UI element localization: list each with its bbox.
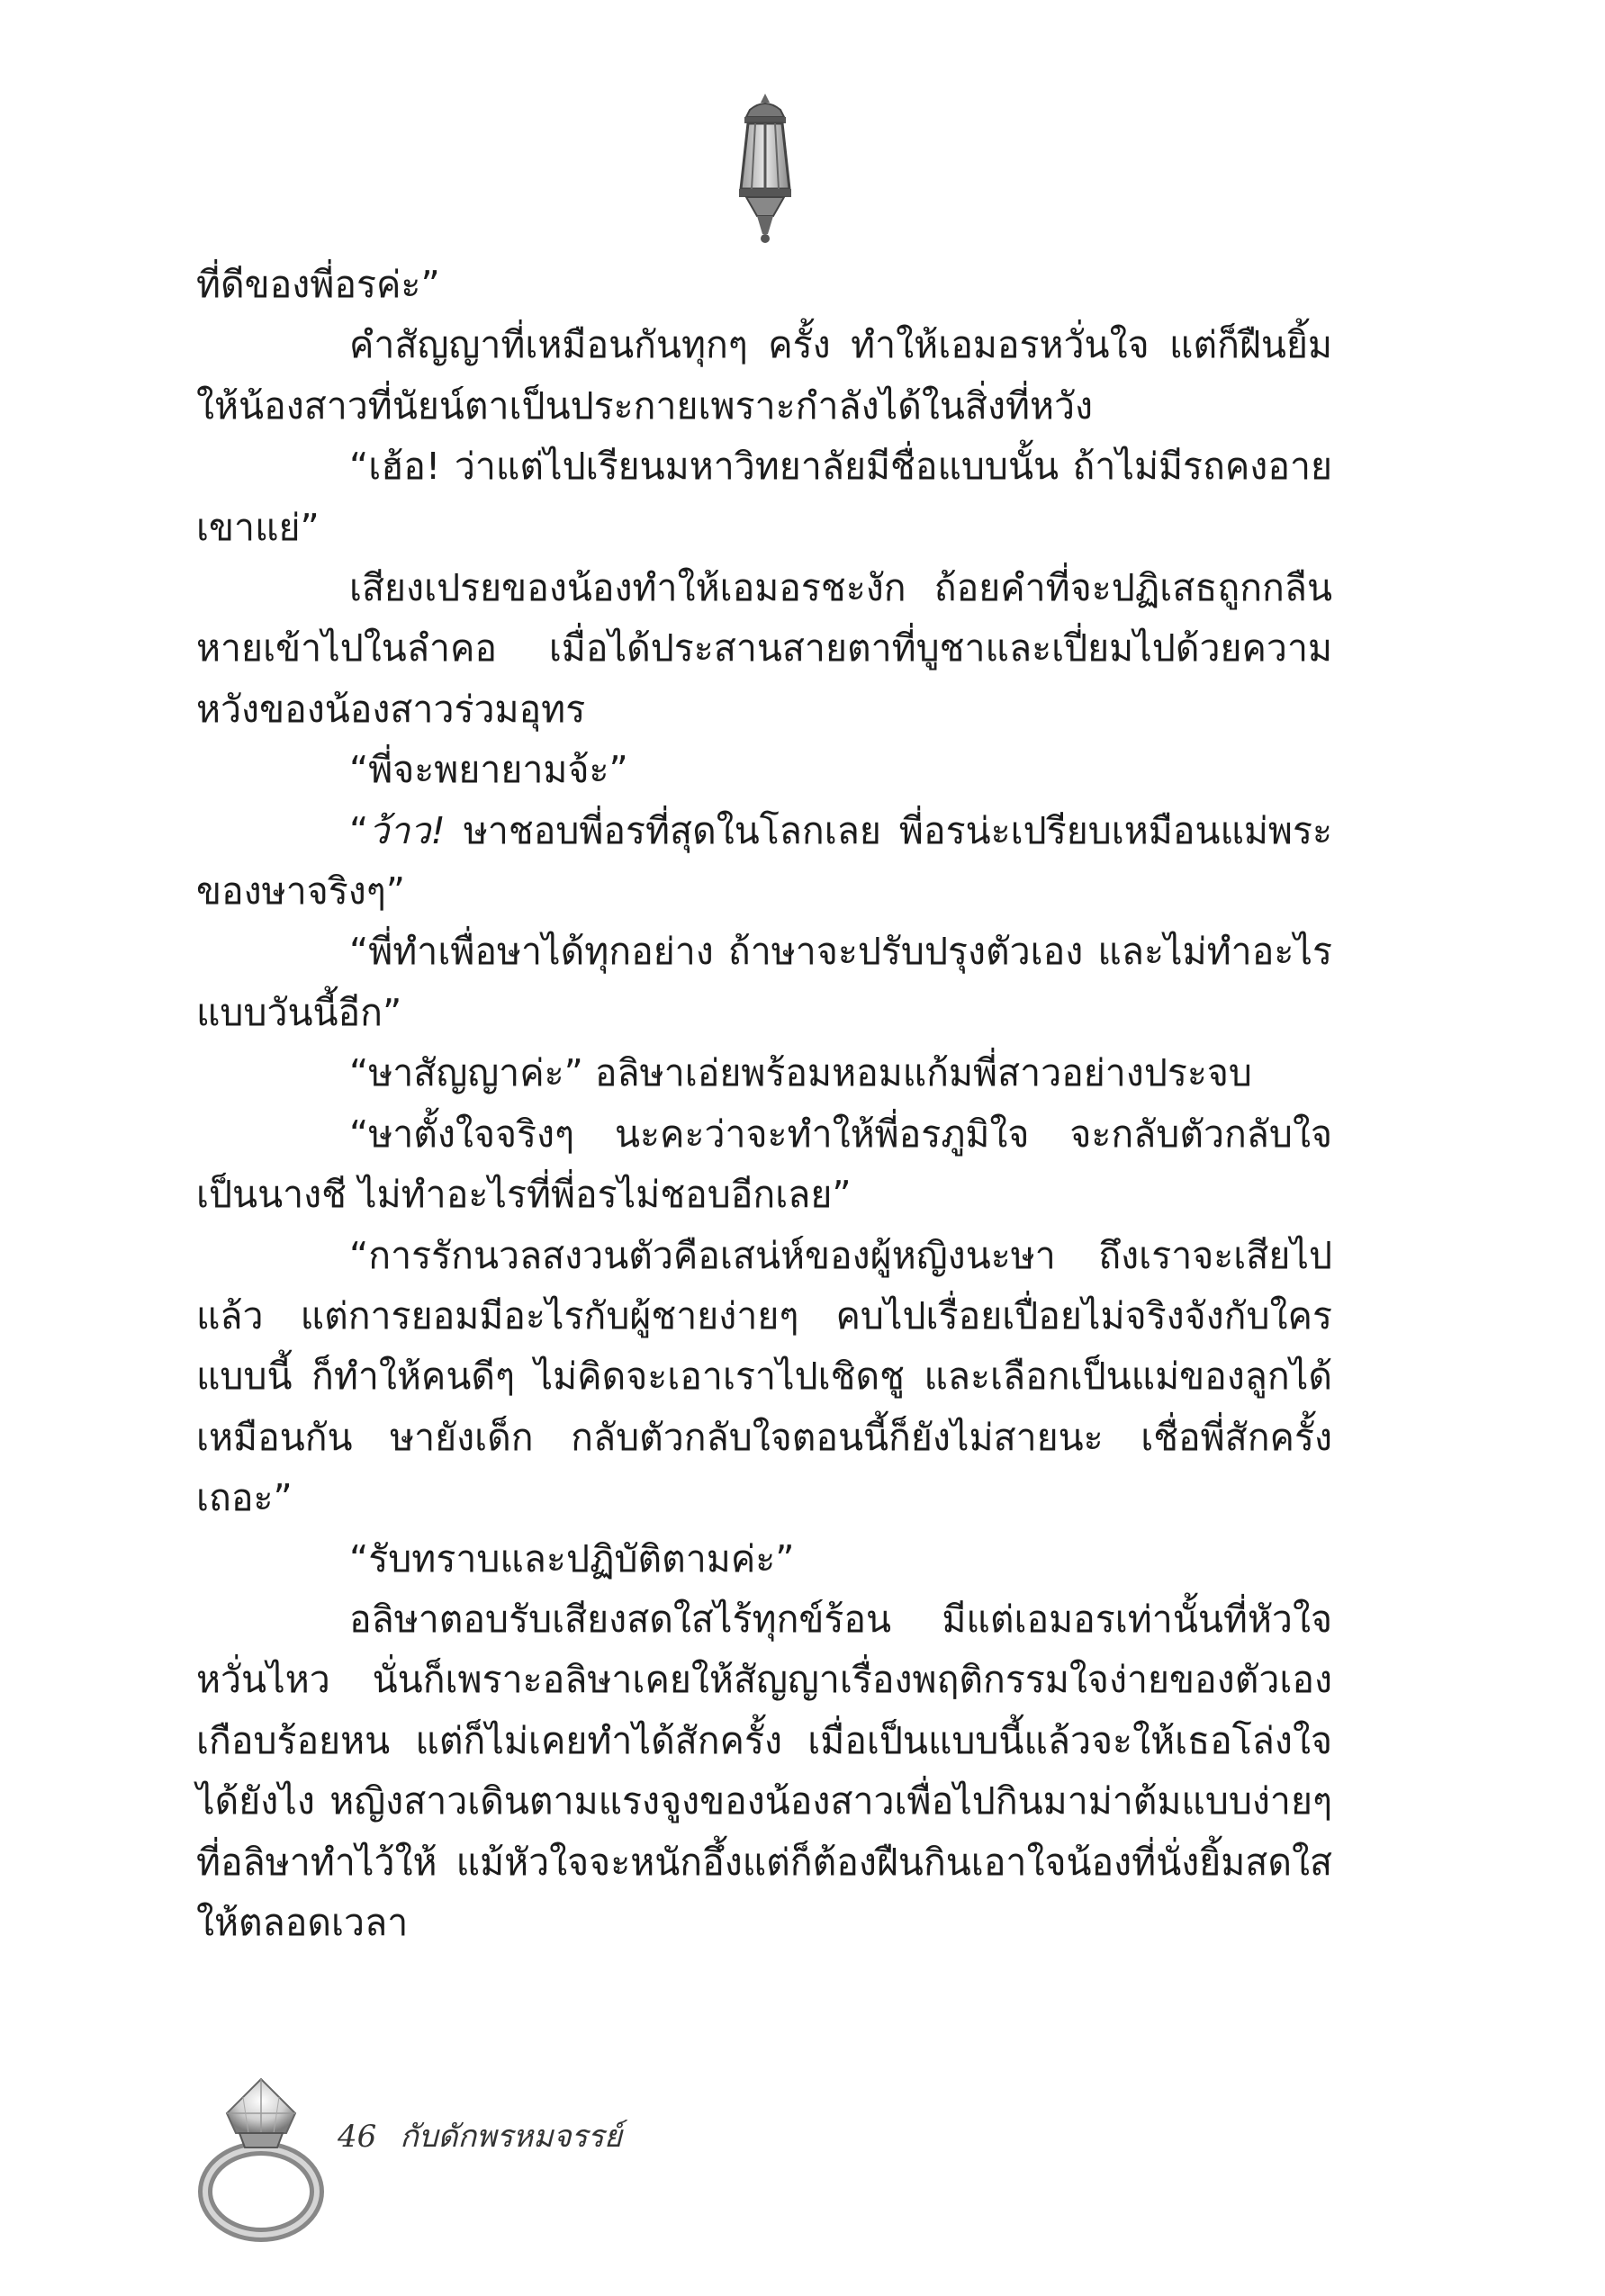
paragraph: “ษาสัญญาค่ะ” อลิษาเอ่ยพร้อมหอมแก้มพี่สาวอย่างประจบ xyxy=(349,1051,1252,1095)
paragraph: อลิษาตอบรับเสียงสดใสไร้ทุกข์ร้อน มีแต่เอมอรเท่านั้นที่หัวใจหวั่นไหว นั่นก็เพราะอลิษาเคยให้สัญญาเรื่องพฤติกรรมใจง่ายของตัวเองเกือบร้อยหน แต่ก็ไม่เคยทำได้สักครั้ง เมื่อเป็นแบบนี้แล้วจะให้เธอโล่งใจได้ยังไง หญิงสาวเดินตามแรงจูงของน้องสาวเพื่อไปกินมาม่าต้มแบบง่ายๆ ที่อลิษาทำไว้ให้ แม้หัวใจจะหนักอึ้งแต่ก็ต้องฝืนกินเอาใจน้องที่นั่งยิ้มสดใสให้ตลอดเวลา xyxy=(196,1597,1332,1944)
paragraph xyxy=(196,801,1332,923)
folio xyxy=(338,2111,622,2160)
paragraph: “การรักนวลสงวนตัวคือเสน่ห์ของผู้หญิงนะษา ถึงเราจะเสียไปแล้ว แต่การยอมมีอะไรกับผู้ชายง่ายๆ คบไปเรื่อยเปื่อยไม่จริงจังกับใครแบบนี้ ก็ทำให้คนดีๆ ไม่คิดจะเอาเราไปเชิดชู และเลือกเป็นแม่ของลูกได้เหมือนกัน ษายังเด็ก กลับตัวกลับใจตอนนี้ก็ยังไม่สายนะ เชื่อพี่สักครั้งเถอะ” xyxy=(196,1233,1332,1520)
book-title: กับดักพรหมจรรย์ xyxy=(400,2119,622,2155)
paragraph: “รับทราบและปฏิบัติตามค่ะ” xyxy=(349,1536,795,1580)
paragraph: คำสัญญาที่เหมือนกันทุกๆ ครั้ง ทำให้เอมอรหวั่นใจ แต่ก็ฝืนยิ้มให้น้องสาวที่นัยน์ตาเป็นประกายเพราะกำลังได้ในสิ่งที่หวัง xyxy=(196,323,1332,428)
page-footer xyxy=(189,2070,819,2250)
page-number: 46 xyxy=(338,2119,377,2155)
quote-open: “ xyxy=(349,808,369,852)
emphasis-text: ว้าว! xyxy=(368,808,446,852)
paragraph: “พี่ทำเพื่อษาได้ทุกอย่าง ถ้าษาจะปรับปรุงตัวเอง และไม่ทำอะไรแบบวันนี้อีก” xyxy=(196,930,1332,1034)
paragraph: เสียงเปรยของน้องทำให้เอมอรชะงัก ถ้อยคำที่จะปฏิเสธถูกกลืนหายเข้าไปในลำคอ เมื่อได้ประสานสายตาที่บูชาและเปี่ยมไปด้วยความหวังของน้องสาวร่วมอุทร xyxy=(196,566,1332,731)
body-text xyxy=(196,255,1332,1953)
paragraph: “เฮ้อ! ว่าแต่ไปเรียนมหาวิทยาลัยมีชื่อแบบนั้น ถ้าไม่มีรถคงอายเขาแย่” xyxy=(196,445,1332,549)
paragraph-rest: ษาชอบพี่อรที่สุดในโลกเลย พี่อรน่ะเปรียบเหมือนแม่พระของษาจริงๆ” xyxy=(196,808,1332,914)
paragraph: “พี่จะพยายามจ้ะ” xyxy=(349,748,628,792)
paragraph: “ษาตั้งใจจริงๆ นะคะว่าจะทำให้พี่อรภูมิใจ จะกลับตัวกลับใจเป็นนางชี ไม่ทำอะไรที่พี่อรไม่ชอบอีกเลย” xyxy=(196,1112,1332,1217)
diamond-ring-icon xyxy=(189,2070,338,2250)
lantern-icon xyxy=(725,90,806,248)
paragraph: ที่ดีของพี่อรค่ะ” xyxy=(196,263,440,306)
